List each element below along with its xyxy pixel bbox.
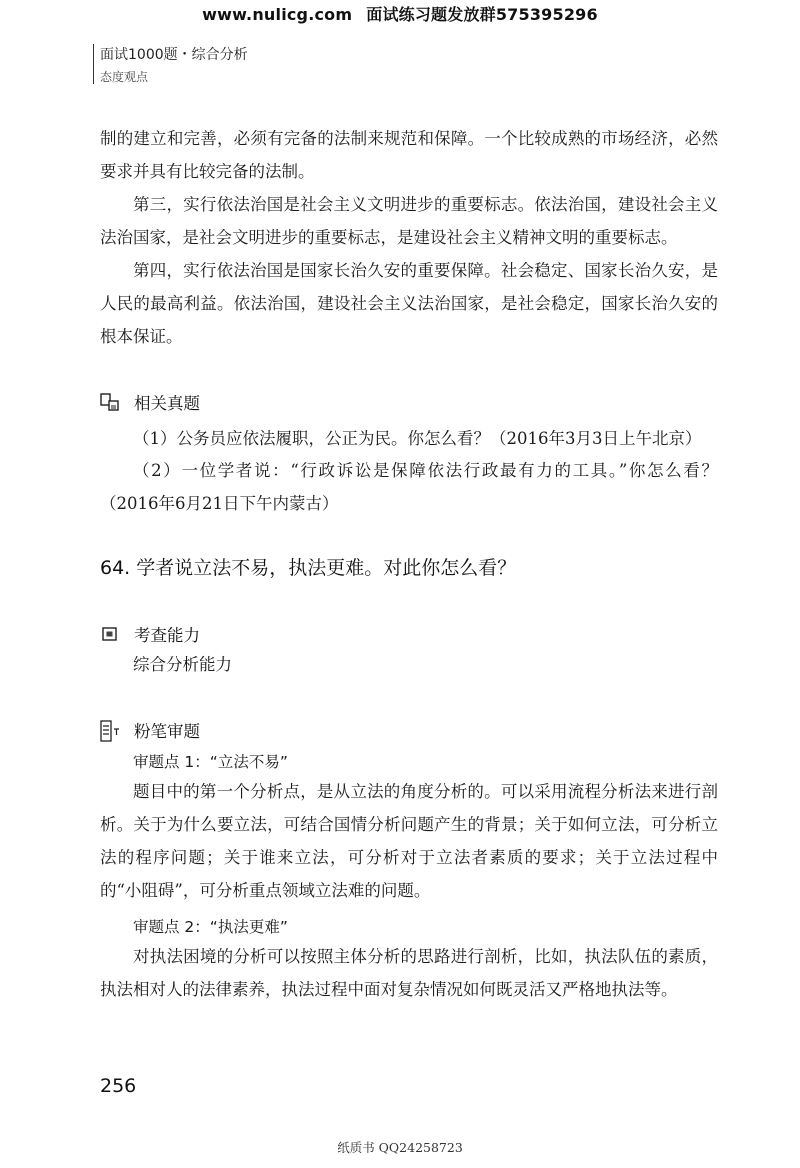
running-head [100,44,248,85]
ability-text: 综合分析能力 [133,655,232,674]
question-title: 64. 学者说立法不易，执法更难。对此你怎么看？ [100,557,517,579]
intro-paragraph-3: 第四，实行依法治国是国家长治久安的重要保障。社会稳定、国家长治久安，是人民的最高利益。依法治国，建设社会主义法治国家，是社会稳定，国家长治久安的根本保证。 [100,261,718,346]
related-questions-icon [100,392,120,412]
review-icon [100,720,120,740]
review-heading [100,718,200,742]
banner-site: www.nulicg.com [202,5,353,24]
related-heading-text: 相关真题 [134,394,200,413]
section-title: 态度观点 [100,70,149,84]
header-rule [93,44,94,84]
ability-heading [100,622,200,646]
footer-note: 纸质书 QQ24258723 [337,1140,463,1155]
related-heading [100,390,200,414]
book-title: 面试1000题・综合分析 [100,47,248,63]
related-item-2: （2）一位学者说：“行政诉讼是保障依法行政最有力的工具。”你怎么看？（2016年6月21日下午内蒙古） [100,461,718,513]
banner-group: 面试练习题发放群575395296 [366,5,598,24]
review-point-1-text: 题目中的第一个分析点，是从立法的角度分析的。可以采用流程分析法来进行剖析。关于为什么要立法，可结合国情分析问题产生的背景；关于如何立法，可分析立法的程序问题；关于谁来立法，可分析对于立法者素质的要求；关于立法过程中的“小阻碍”，可分析重点领域立法难的问题。 [100,782,718,900]
review-point-2-text: 对执法困境的分析可以按照主体分析的思路进行剖析，比如，执法队伍的素质，执法相对人的法律素养，执法过程中面对复杂情况如何既灵活又严格地执法等。 [100,947,718,999]
ability-heading-text: 考查能力 [134,626,200,645]
review-point-1-label: 审题点 1：“立法不易” [133,753,288,771]
related-item-1: （1）公务员应依法履职，公正为民。你怎么看？（2016年3月3日上午北京） [133,429,702,448]
ability-icon [100,624,120,644]
review-point-2-label: 审题点 2：“执法更难” [133,918,288,936]
intro-paragraph-2: 第三，实行依法治国是社会主义文明进步的重要标志。依法治国，建设社会主义法治国家，是社会文明进步的重要标志，是建设社会主义精神文明的重要标志。 [100,195,718,247]
review-heading-text: 粉笔审题 [134,722,200,741]
intro-paragraph-1: 制的建立和完善，必须有完备的法制来规范和保障。一个比较成熟的市场经济，必然要求并具有比较完备的法制。 [100,129,718,181]
page-number: 256 [100,1075,137,1097]
top-banner [0,2,800,25]
